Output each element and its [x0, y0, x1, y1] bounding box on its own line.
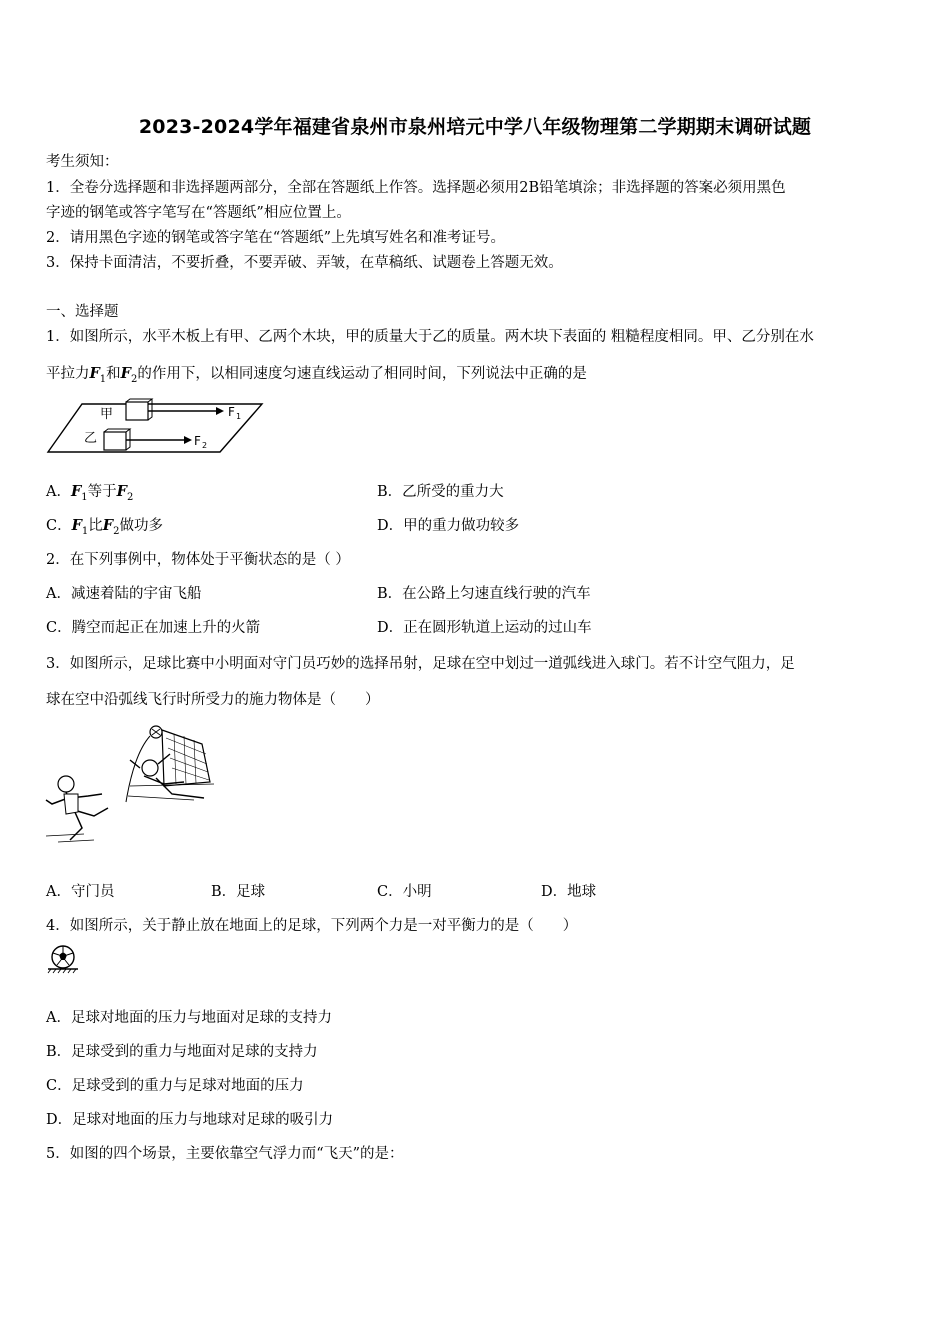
goalkeeper-head — [142, 760, 158, 776]
q3-option-a[interactable]: A．守门员 — [46, 884, 115, 900]
q2-stem: 2．在下列事例中，物体处于平衡状态的是（ ） — [46, 552, 350, 568]
notice-item: 2．请用黑色字迹的钢笔或答字笔在“答题纸”上先填写姓名和准考证号。 — [46, 230, 506, 246]
notice-heading: 考生须知： — [46, 154, 119, 170]
goalkeeper-body — [130, 754, 204, 798]
arrow-f2-head — [184, 436, 192, 444]
q1-option-b[interactable]: B．乙所受的重力大 — [377, 484, 504, 500]
q3-option-c[interactable]: C．小明 — [377, 884, 432, 900]
q1-stem-line2 — [46, 364, 587, 390]
q1-text: 的作用下，以相同速度匀速直线运动了相同时间，下列说法中正确的是 — [137, 366, 587, 382]
kicker-shirt — [64, 794, 78, 814]
net-mesh — [166, 734, 209, 784]
label-f1: F — [228, 405, 235, 419]
opt-var: F — [70, 483, 82, 500]
q3-stem-line2: 球在空中沿弧线飞行时所受力的施力物体是（ ） — [46, 692, 380, 708]
q4-option-b[interactable]: B．足球受到的重力与地面对足球的支持力 — [46, 1044, 318, 1060]
q5-stem: 5．如图的四个场景，主要依靠空气浮力而“飞天”的是： — [46, 1146, 404, 1162]
opt-text: 比 — [88, 518, 103, 534]
ground-lines — [46, 834, 94, 842]
q1-sub: 2 — [130, 373, 138, 385]
section-heading: 一、选择题 — [46, 304, 119, 320]
opt-sub: 2 — [126, 491, 134, 503]
notice-item: 3．保持卡面清洁，不要折叠，不要弄破、弄皱，在草稿纸、试题卷上答题无效。 — [46, 255, 563, 271]
opt-var: F — [116, 483, 127, 500]
opt-var: F — [71, 517, 82, 534]
q3-option-b[interactable]: B．足球 — [211, 884, 266, 900]
q2-option-d[interactable]: D．正在圆形轨道上运动的过山车 — [377, 620, 592, 636]
q4-stem: 4．如图所示，关于静止放在地面上的足球，下列两个力是一对平衡力的是（ ） — [46, 918, 578, 934]
notice-item: 1．全卷分选择题和非选择题两部分，全部在答题纸上作答。选择题必须用2B铅笔填涂；非选择题的答案必须用黑色 — [46, 180, 786, 196]
label-f1-sub: 1 — [236, 412, 242, 421]
q1-var-f1: F — [89, 365, 100, 382]
opt-sub: 2 — [113, 525, 120, 537]
q4-figure-ball — [46, 944, 80, 974]
label-jia: 甲 — [100, 407, 114, 422]
q3-figure-soccer — [44, 724, 214, 846]
q1-option-c[interactable] — [46, 516, 163, 542]
q3-option-d[interactable]: D．地球 — [541, 884, 597, 900]
opt-sub: 1 — [81, 491, 88, 503]
arrow-f1-head — [216, 407, 224, 415]
q2-option-b[interactable]: B．在公路上匀速直线行驶的汽车 — [377, 586, 591, 602]
label-yi: 乙 — [84, 431, 98, 446]
q4-option-c[interactable]: C．足球受到的重力与足球对地面的压力 — [46, 1078, 304, 1094]
block-yi — [104, 432, 126, 450]
q1-stem-line1: 1．如图所示，水平木板上有甲、乙两个木块，甲的质量大于乙的质量。两木块下表面的 粗糙程度相同。甲、乙分别在水 — [46, 329, 814, 345]
q2-option-a[interactable]: A．减速着陆的宇宙飞船 — [46, 586, 202, 602]
page-title: 2023-2024学年福建省泉州市泉州培元中学八年级物理第二学期期末调研试题 — [138, 116, 812, 138]
q2-option-c[interactable]: C．腾空而起正在加速上升的火箭 — [46, 620, 261, 636]
q3-stem-line1: 3．如图所示，足球比赛中小明面对守门员巧妙的选择吊射，足球在空中划过一道弧线进入球门。若不计空气阻力，足 — [46, 656, 795, 672]
opt-text: C． — [46, 518, 72, 534]
q1-var-f2: F — [120, 365, 131, 382]
q1-figure-blocks — [44, 398, 266, 456]
q1-option-d[interactable]: D．甲的重力做功较多 — [377, 518, 520, 534]
opt-var: F — [102, 517, 114, 534]
opt-text: 等于 — [87, 484, 117, 500]
opt-text: A． — [46, 484, 71, 500]
q1-text: 平拉力 — [46, 366, 90, 382]
q1-text: 和 — [106, 366, 121, 382]
label-f2: F — [194, 434, 201, 448]
kicker-head — [58, 776, 74, 792]
q4-option-d[interactable]: D．足球对地面的压力与地球对足球的吸引力 — [46, 1112, 334, 1128]
opt-text: 做功多 — [119, 518, 163, 534]
q4-option-a[interactable]: A．足球对地面的压力与地面对足球的支持力 — [46, 1010, 332, 1026]
opt-sub: 1 — [81, 525, 89, 537]
q1-option-a[interactable] — [46, 482, 133, 508]
block-jia — [126, 402, 148, 420]
q1-sub: 1 — [99, 373, 107, 385]
notice-item: 字迹的钢笔或答字笔写在“答题纸”相应位置上。 — [46, 205, 351, 221]
label-f2-sub: 2 — [202, 441, 208, 450]
